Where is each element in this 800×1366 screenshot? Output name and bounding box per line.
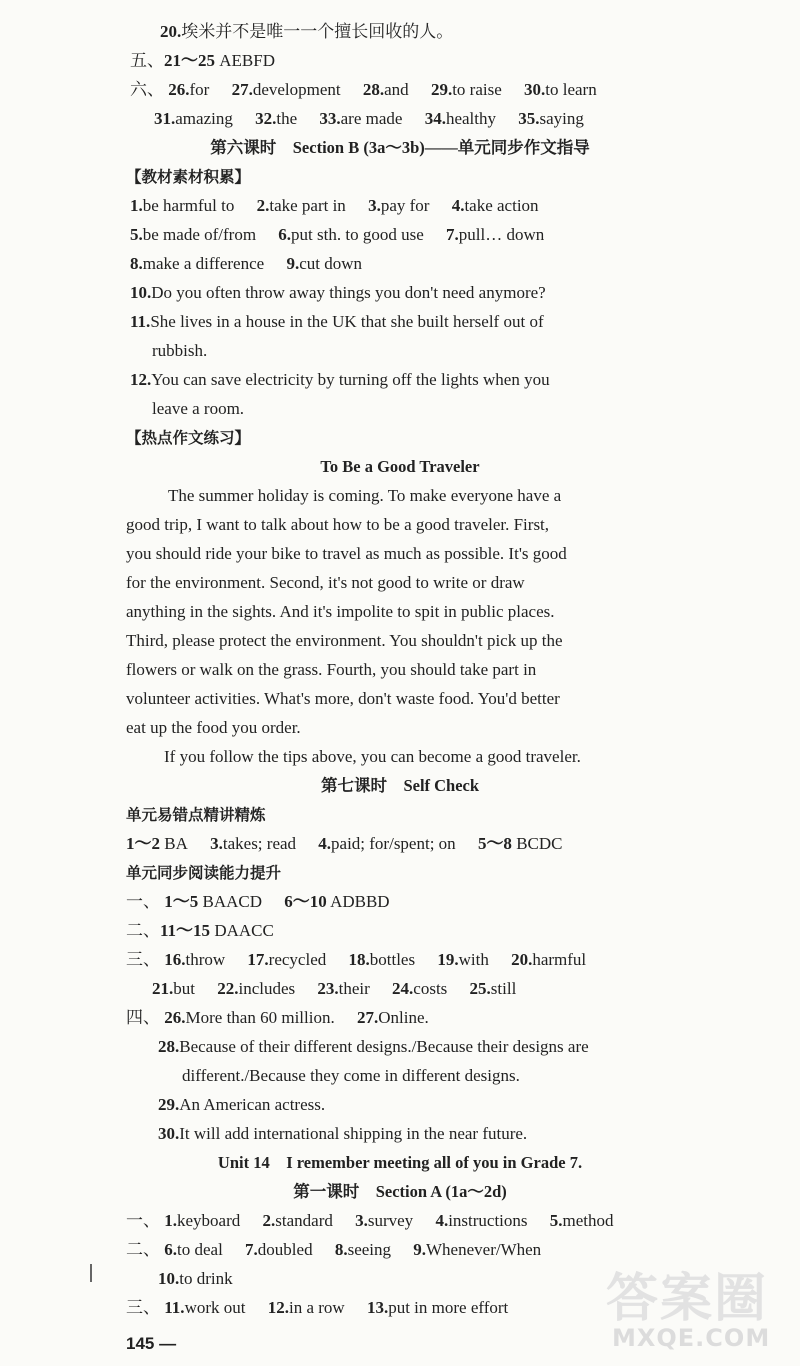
section-prefix: 五、: [130, 51, 164, 70]
reading-ability-heading: 单元同步阅读能力提升: [126, 864, 282, 882]
item-number: 26.: [164, 1008, 186, 1027]
sentence-10: [0, 281, 800, 305]
phrase-row-2: [0, 223, 800, 247]
section-six-answers-row1: [0, 78, 800, 102]
section-prefix: 三、: [126, 1298, 160, 1317]
essay-line: If you follow the tips above, you can become a good traveler.: [164, 747, 581, 766]
section-six-answers-row2: [0, 107, 800, 131]
item-number: 4.: [318, 834, 332, 853]
item-text: paid; for/spent; on: [331, 834, 456, 853]
answer-line-20: [0, 20, 800, 44]
item-text: to raise: [452, 80, 502, 99]
item-number: 2.: [256, 196, 270, 215]
item-number: 18.: [348, 950, 370, 969]
essay-line: flowers or walk on the grass. Fourth, you should take part in: [126, 660, 537, 679]
item-text: in a row: [288, 1298, 345, 1317]
section-prefix: 一、: [126, 1211, 160, 1230]
sentence-12-continued: leave a room.: [152, 399, 245, 418]
item-text: An American actress.: [179, 1095, 326, 1114]
item-number: 34.: [424, 109, 446, 128]
section-five-answers: [0, 49, 800, 73]
item-text: amazing: [175, 109, 233, 128]
item-number: 16.: [164, 950, 186, 969]
item-number: 30.: [524, 80, 546, 99]
item-text: are made: [340, 109, 403, 128]
sentence-11-continued: rubbish.: [152, 341, 208, 360]
item-text: and: [384, 80, 409, 99]
section-prefix: 一、: [126, 892, 160, 911]
essay-line: The summer holiday is coming. To make everyone have a: [168, 486, 562, 505]
hot-topic-writing-heading: 【热点作文练习】: [126, 429, 251, 447]
item-text: harmful: [532, 950, 587, 969]
item-number: 12.: [267, 1298, 289, 1317]
item-text: development: [252, 80, 341, 99]
answer-29: [0, 1093, 800, 1117]
item-number: 24.: [392, 979, 414, 998]
item-text: be harmful to: [142, 196, 235, 215]
item-text: AEBFD: [215, 51, 275, 70]
item-number: 9.: [413, 1240, 427, 1259]
essay-title: To Be a Good Traveler: [320, 457, 480, 476]
item-number: 5.: [549, 1211, 563, 1230]
item-text: method: [562, 1211, 614, 1230]
item-number: 19.: [437, 950, 459, 969]
item-text: put sth. to good use: [291, 225, 424, 244]
answer-28-continued: different./Because they come in different designs.: [182, 1066, 520, 1085]
item-text: pay for: [380, 196, 430, 215]
item-text: for: [189, 80, 210, 99]
item-text: DAACC: [210, 921, 274, 940]
section-prefix: 六、: [130, 80, 164, 99]
item-text: Online.: [378, 1008, 429, 1027]
item-text: standard: [275, 1211, 333, 1230]
item-number: 21～25: [164, 51, 215, 70]
phrase-row-1: [0, 194, 800, 218]
item-text: More than 60 million.: [185, 1008, 335, 1027]
item-text: to learn: [545, 80, 597, 99]
item-text: take part in: [269, 196, 346, 215]
item-text: keyboard: [177, 1211, 241, 1230]
item-number: 8.: [130, 254, 143, 273]
item-number: 31.: [154, 109, 176, 128]
unit-14-heading: Unit 14 I remember meeting all of you in Grade 7.: [217, 1153, 583, 1172]
essay-line: you should ride your bike to travel as much as possible. It's good: [126, 544, 567, 563]
item-number: 11～15: [160, 921, 211, 940]
item-number: 1.: [164, 1211, 177, 1230]
item-number: 20.: [160, 22, 182, 41]
watermark-text: 答案圈: [606, 1269, 769, 1329]
item-number: 7.: [446, 225, 459, 244]
item-number: 22.: [217, 979, 239, 998]
phrase-row-3: [0, 252, 800, 276]
item-text: make a difference: [142, 254, 265, 273]
item-number: 1.: [130, 196, 143, 215]
item-number: 3.: [368, 196, 381, 215]
watermark-logo: [606, 1256, 786, 1356]
item-number: 29.: [158, 1095, 180, 1114]
page-number: 145 —: [126, 1334, 177, 1353]
item-text: cut down: [299, 254, 362, 273]
sentence-12: [0, 368, 800, 392]
item-text: BA: [160, 834, 188, 853]
item-text: saying: [539, 109, 584, 128]
item-text: survey: [367, 1211, 414, 1230]
lesson-six-heading: 第六课时 Section B (3a～3b)——单元同步作文指导: [210, 138, 590, 157]
item-text: It will add international shipping in the near future.: [179, 1124, 528, 1143]
essay-line: good trip, I want to talk about how to be a good traveler. First,: [126, 515, 550, 534]
essay-line: anything in the sights. And it's impolite to spit in public places.: [126, 602, 555, 621]
item-text: the: [276, 109, 298, 128]
reading-section-three-row1: [0, 948, 800, 972]
item-number: 6～10: [284, 892, 327, 911]
item-text: still: [490, 979, 517, 998]
item-text: pull… down: [458, 225, 545, 244]
item-text: to deal: [177, 1240, 223, 1259]
item-number: 7.: [245, 1240, 258, 1259]
item-text: take action: [464, 196, 539, 215]
item-text: 埃米并不是唯一一个擅长回收的人。: [181, 22, 454, 41]
item-text: put in more effort: [388, 1298, 509, 1317]
item-number: 13.: [366, 1298, 389, 1317]
item-number: 25.: [469, 979, 491, 998]
item-text: bottles: [369, 950, 416, 969]
answer-28: [0, 1035, 800, 1059]
item-number: 6.: [164, 1240, 177, 1259]
item-text: instructions: [448, 1211, 528, 1230]
section-prefix: 二、: [126, 921, 160, 940]
reading-section-two: [0, 919, 800, 943]
item-number: 28.: [362, 80, 385, 99]
item-number: 33.: [319, 109, 341, 128]
item-text: Do you often throw away things you don't need anymore?: [151, 283, 546, 302]
item-text: seeing: [347, 1240, 392, 1259]
item-number: 30.: [158, 1124, 180, 1143]
item-text: Because of their different designs./Because their designs are: [179, 1037, 589, 1056]
item-number: 3.: [210, 834, 223, 853]
error-points-answers: [0, 832, 800, 856]
item-text: She lives in a house in the UK that she built herself out of: [150, 312, 544, 331]
essay-line: eat up the food you order.: [126, 718, 301, 737]
item-text: ADBBD: [326, 892, 390, 911]
section-prefix: 三、: [126, 950, 160, 969]
sentence-11: [0, 310, 800, 334]
item-number: 10.: [130, 283, 152, 302]
item-number: 8.: [334, 1240, 348, 1259]
item-text: their: [338, 979, 370, 998]
reading-section-three-row2: [0, 977, 800, 1001]
item-number: 11.: [130, 312, 151, 331]
item-number: 27.: [231, 80, 253, 99]
item-text: doubled: [257, 1240, 313, 1259]
item-number: 32.: [255, 109, 277, 128]
item-number: 35.: [518, 109, 540, 128]
item-text: You can save electricity by turning off the lights when you: [151, 370, 550, 389]
reading-section-four-row1: [0, 1006, 800, 1030]
item-number: 17.: [247, 950, 269, 969]
item-number: 26.: [168, 80, 190, 99]
section-prefix: 二、: [126, 1240, 160, 1259]
item-number: 28.: [158, 1037, 180, 1056]
item-number: 3.: [355, 1211, 368, 1230]
reading-section-one: [0, 890, 800, 914]
item-number: 29.: [430, 80, 453, 99]
item-text: throw: [185, 950, 226, 969]
item-number: 5～8: [477, 834, 512, 853]
item-text: takes; read: [222, 834, 297, 853]
item-number: 9.: [286, 254, 300, 273]
lesson-one-heading: 第一课时 Section A (1a～2d): [293, 1182, 507, 1201]
item-number: 27.: [356, 1008, 379, 1027]
item-number: 10.: [158, 1269, 180, 1288]
item-text: with: [458, 950, 489, 969]
error-points-heading: 单元易错点精讲精炼: [126, 806, 266, 824]
item-text: BCDC: [511, 834, 563, 853]
watermark-url: MXQE.COM: [612, 1324, 771, 1352]
item-text: costs: [413, 979, 448, 998]
item-number: 2.: [262, 1211, 276, 1230]
lesson-seven-heading: 第七课时 Self Check: [320, 776, 480, 795]
item-text: recycled: [268, 950, 327, 969]
item-number: 21.: [152, 979, 174, 998]
answer-30: [0, 1122, 800, 1146]
section-prefix: 四、: [126, 1008, 160, 1027]
item-text: includes: [238, 979, 296, 998]
item-text: BAACD: [198, 892, 263, 911]
item-number: 4.: [451, 196, 465, 215]
unit14-section-one: [0, 1209, 800, 1233]
item-text: but: [173, 979, 195, 998]
item-number: 4.: [435, 1211, 449, 1230]
item-text: work out: [184, 1298, 246, 1317]
item-number: 1～5: [164, 892, 199, 911]
item-number: 20.: [511, 950, 533, 969]
item-number: 23.: [317, 979, 339, 998]
essay-line: Third, please protect the environment. You shouldn't pick up the: [126, 631, 563, 650]
essay-line: for the environment. Second, it's not good to write or draw: [126, 573, 525, 592]
material-accumulation-heading: 【教材素材积累】: [126, 168, 251, 186]
item-text: Whenever/When: [426, 1240, 542, 1259]
item-text: healthy: [445, 109, 496, 128]
item-number: 1～2: [126, 834, 160, 853]
item-number: 12.: [130, 370, 152, 389]
item-number: 6.: [278, 225, 292, 244]
item-text: to drink: [179, 1269, 233, 1288]
item-text: be made of/from: [142, 225, 257, 244]
item-number: 5.: [130, 225, 143, 244]
essay-line: volunteer activities. What's more, don't waste food. You'd better: [126, 689, 560, 708]
item-number: 11.: [164, 1298, 185, 1317]
